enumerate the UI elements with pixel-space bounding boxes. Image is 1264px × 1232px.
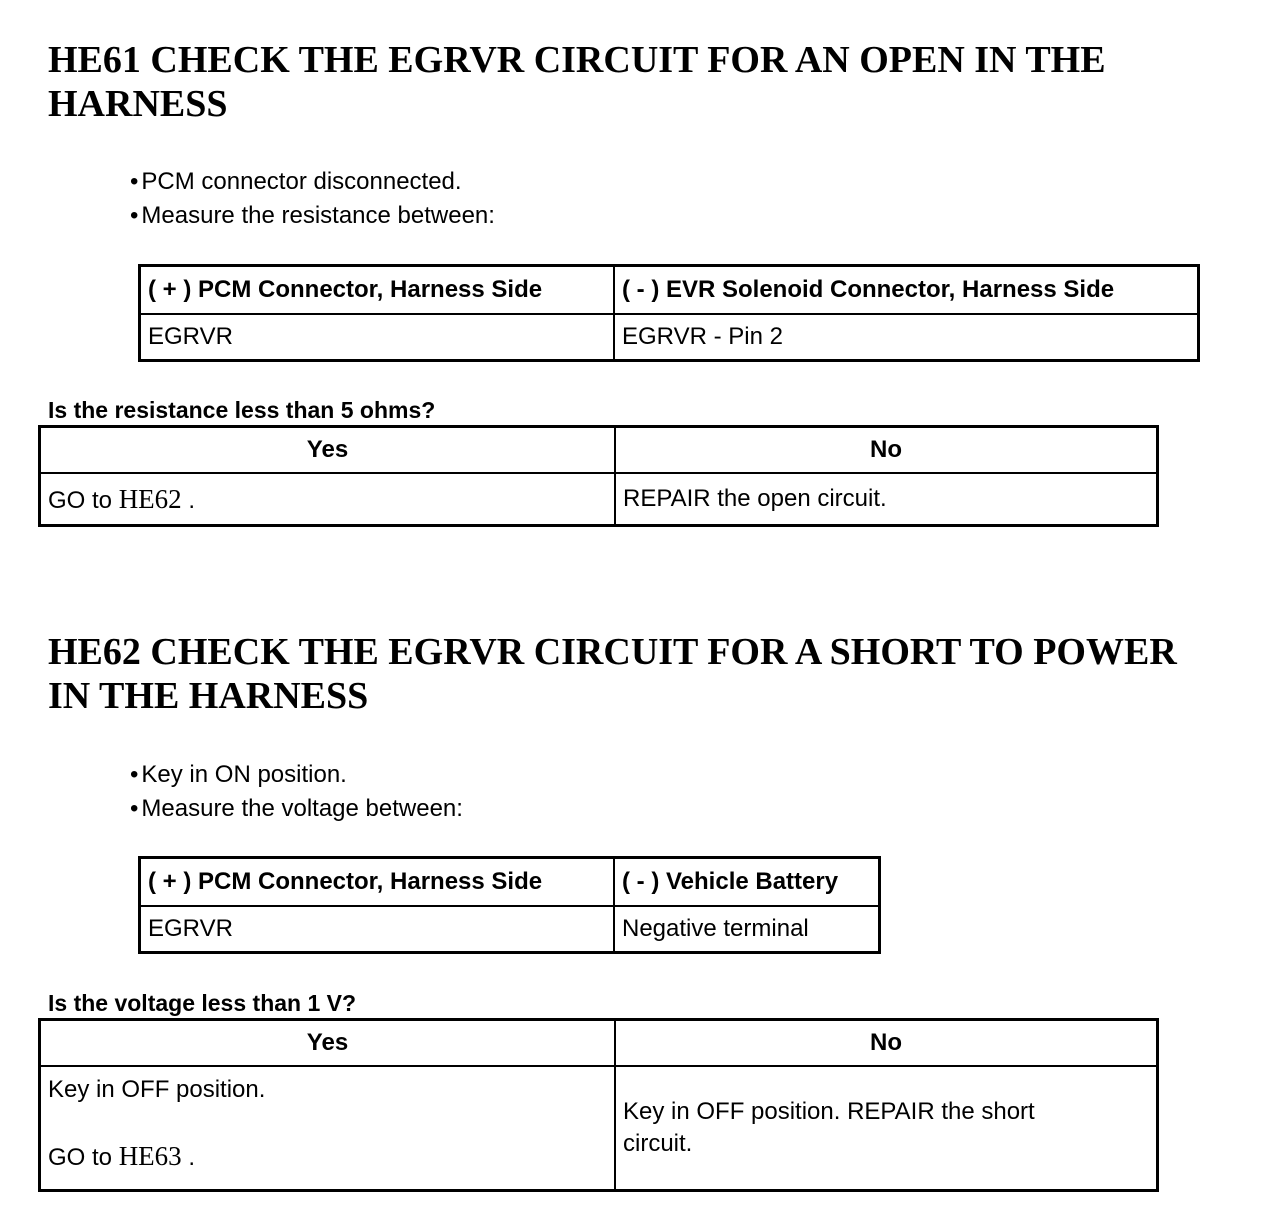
positive-lead-header: ( + ) PCM Connector, Harness Side: [140, 858, 615, 907]
yes-action-text: GO to: [48, 1144, 119, 1171]
answer-table: [38, 1018, 1159, 1192]
yes-action-suffix: .: [181, 1144, 196, 1171]
heading-line: HE62 CHECK THE EGRVR CIRCUIT FOR A SHORT TO POWER: [48, 631, 1177, 673]
section-heading-he61: [48, 38, 1106, 126]
step-link-he63[interactable]: HE63: [118, 1141, 182, 1171]
step-link-he62[interactable]: HE62: [118, 483, 182, 514]
no-cell: Key in OFF position. REPAIR the short circuit.: [615, 1066, 1158, 1191]
no-header: No: [615, 427, 1158, 474]
positive-lead-cell: EGRVR: [140, 314, 615, 361]
negative-lead-header: ( - ) Vehicle Battery: [614, 858, 880, 907]
procedure-bullets: [130, 165, 495, 233]
yes-cell: [40, 1066, 616, 1191]
positive-lead-header: ( + ) PCM Connector, Harness Side: [140, 266, 615, 315]
heading-line: IN THE HARNESS: [48, 675, 369, 717]
no-cell: REPAIR the open circuit.: [615, 473, 1158, 526]
yes-action-suffix: .: [181, 486, 196, 514]
heading-line: HARNESS: [48, 83, 228, 125]
heading-line: HE61 CHECK THE EGRVR CIRCUIT FOR AN OPEN IN THE: [48, 39, 1106, 81]
yes-action-line: Key in OFF position.: [48, 1076, 266, 1103]
yes-header: Yes: [40, 427, 616, 474]
negative-lead-cell: Negative terminal: [614, 906, 880, 953]
no-header: No: [615, 1020, 1158, 1067]
bullet-item: • PCM connector disconnected.: [130, 165, 495, 199]
yes-header: Yes: [40, 1020, 616, 1067]
question-text: Is the resistance less than 5 ohms?: [48, 397, 436, 423]
positive-lead-cell: EGRVR: [140, 906, 615, 953]
section-heading-he62: [48, 630, 1177, 718]
bullet-item: • Measure the resistance between:: [130, 199, 495, 233]
measurement-table: [138, 264, 1200, 362]
procedure-bullets: [130, 758, 463, 826]
negative-lead-cell: EGRVR - Pin 2: [614, 314, 1199, 361]
question-text: Is the voltage less than 1 V?: [48, 990, 357, 1016]
measurement-table: [138, 856, 881, 954]
yes-action-text: GO to: [48, 486, 119, 514]
bullet-item: • Measure the voltage between:: [130, 792, 463, 826]
negative-lead-header: ( - ) EVR Solenoid Connector, Harness Side: [614, 266, 1199, 315]
answer-table: [38, 425, 1159, 527]
bullet-item: • Key in ON position.: [130, 758, 463, 792]
yes-cell: [40, 473, 616, 526]
